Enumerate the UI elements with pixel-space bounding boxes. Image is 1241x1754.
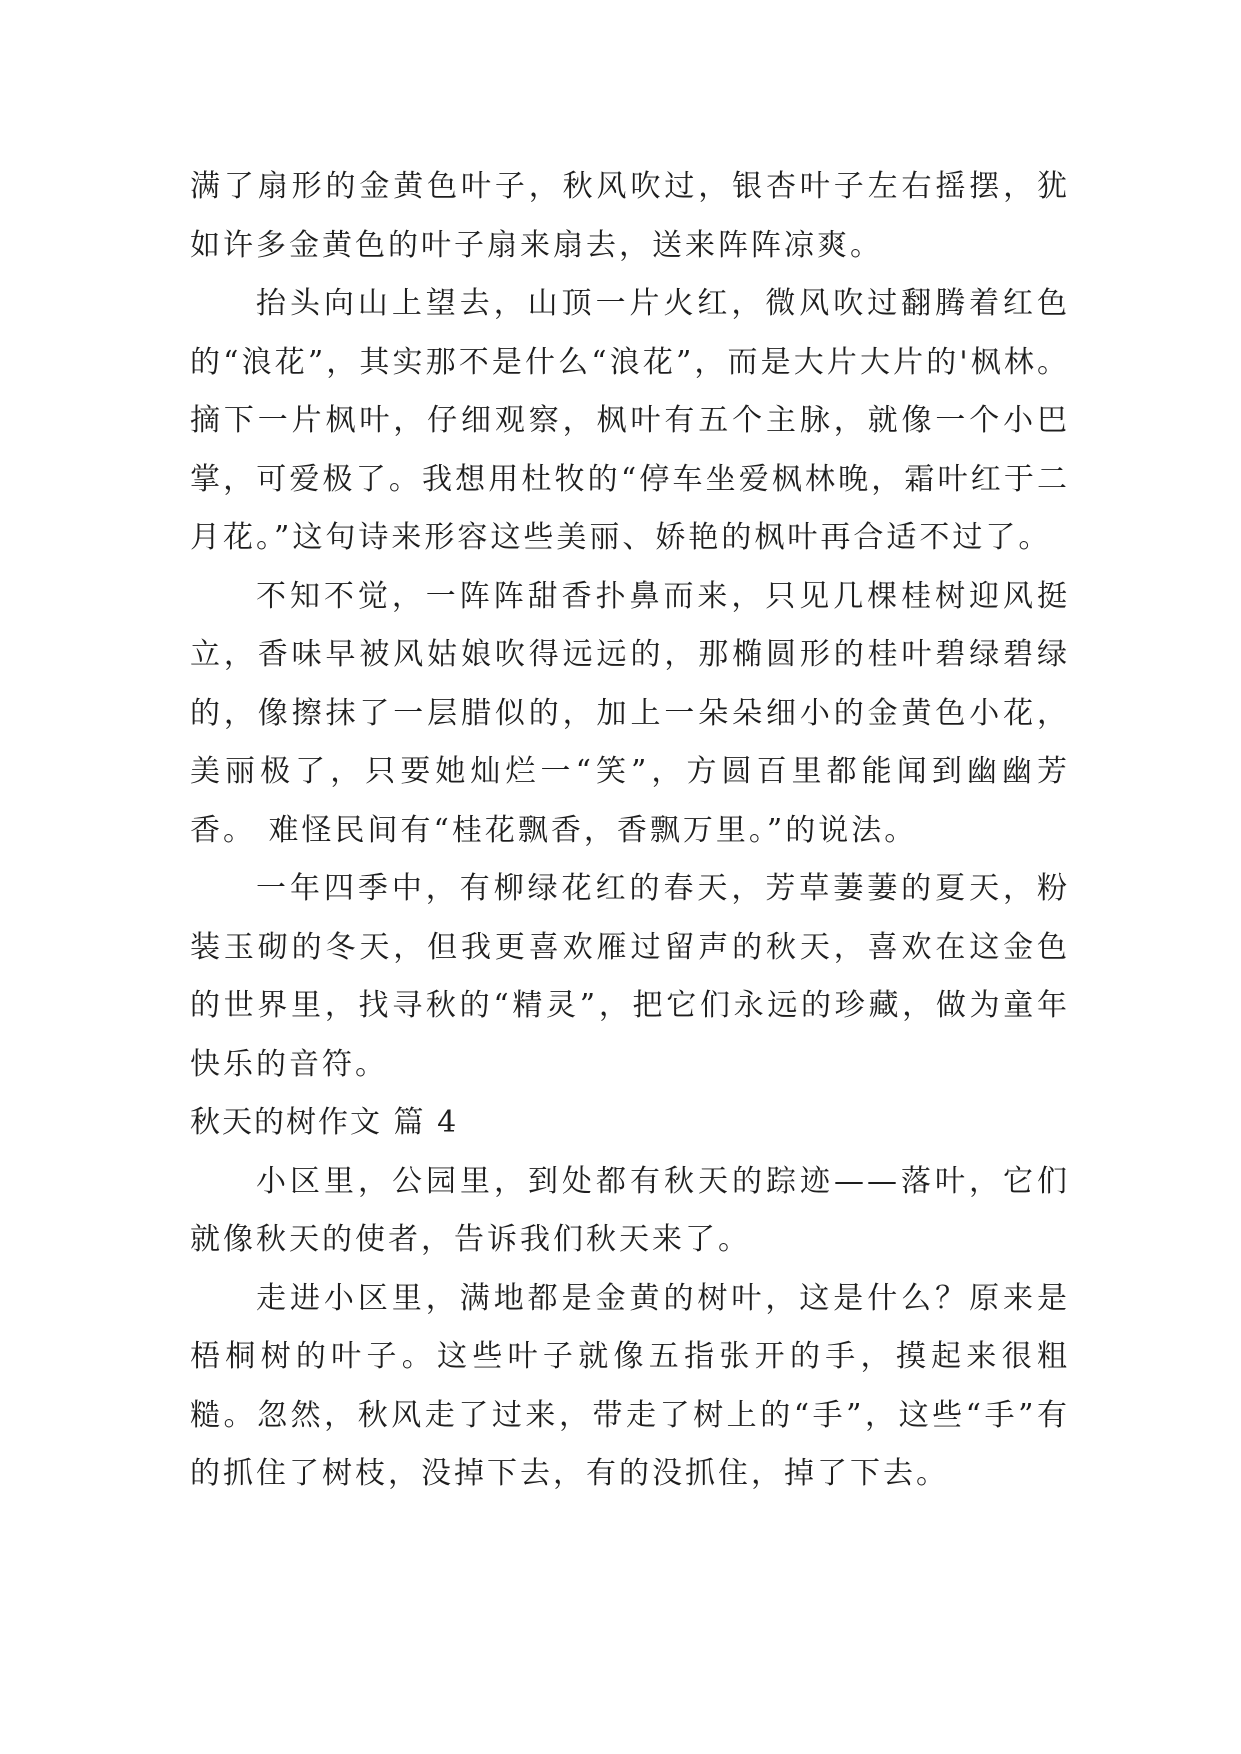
- section-heading: 秋天的树作文 篇 4: [190, 1105, 459, 1140]
- paragraph-5: 小区里，公园里，到处都有秋天的踪迹——落叶，它们就像秋天的使者，告诉我们秋天来了。: [190, 1163, 1070, 1257]
- paragraph-2: 抬头向山上望去，山顶一片火红，微风吹过翻腾着红色的“浪花”，其实那不是什么“浪花”，而是大片大片的'枫林。摘下一片枫叶，仔细观察，枫叶有五个主脉，就像一个小巴掌，可爱极了。我想用杜牧的“停车坐爱枫林晚，霜叶红于二月花。”这句诗来形容这些美丽、娇艳的枫叶再合适不过了。: [190, 286, 1070, 555]
- paragraph-1: 满了扇形的金黄色叶子，秋风吹过，银杏叶子左右摇摆，犹如许多金黄色的叶子扇来扇去，送来阵阵凉爽。: [190, 169, 1070, 263]
- document-body: [190, 158, 1070, 1504]
- paragraph-4: 一年四季中，有柳绿花红的春天，芳草萋萋的夏天，粉装玉砌的冬天，但我更喜欢雁过留声的秋天，喜欢在这金色的世界里，找寻秋的“精灵”，把它们永远的珍藏，做为童年快乐的音符。: [190, 871, 1070, 1082]
- paragraph-6: 走进小区里，满地都是金黄的树叶，这是什么？原来是梧桐树的叶子。这些叶子就像五指张开的手，摸起来很粗糙。忽然，秋风走了过来，带走了树上的“手”，这些“手”有的抓住了树枝，没掉下去，有的没抓住，掉了下去。: [190, 1280, 1070, 1491]
- paragraph-3: 不知不觉，一阵阵甜香扑鼻而来，只见几棵桂树迎风挺立，香味早被风姑娘吹得远远的，那椭圆形的桂叶碧绿碧绿的，像擦抹了一层腊似的，加上一朵朵细小的金黄色小花，美丽极了，只要她灿烂一“笑”，方圆百里都能闻到幽幽芳香。 难怪民间有“桂花飘香，香飘万里。”的说法。: [190, 578, 1070, 848]
